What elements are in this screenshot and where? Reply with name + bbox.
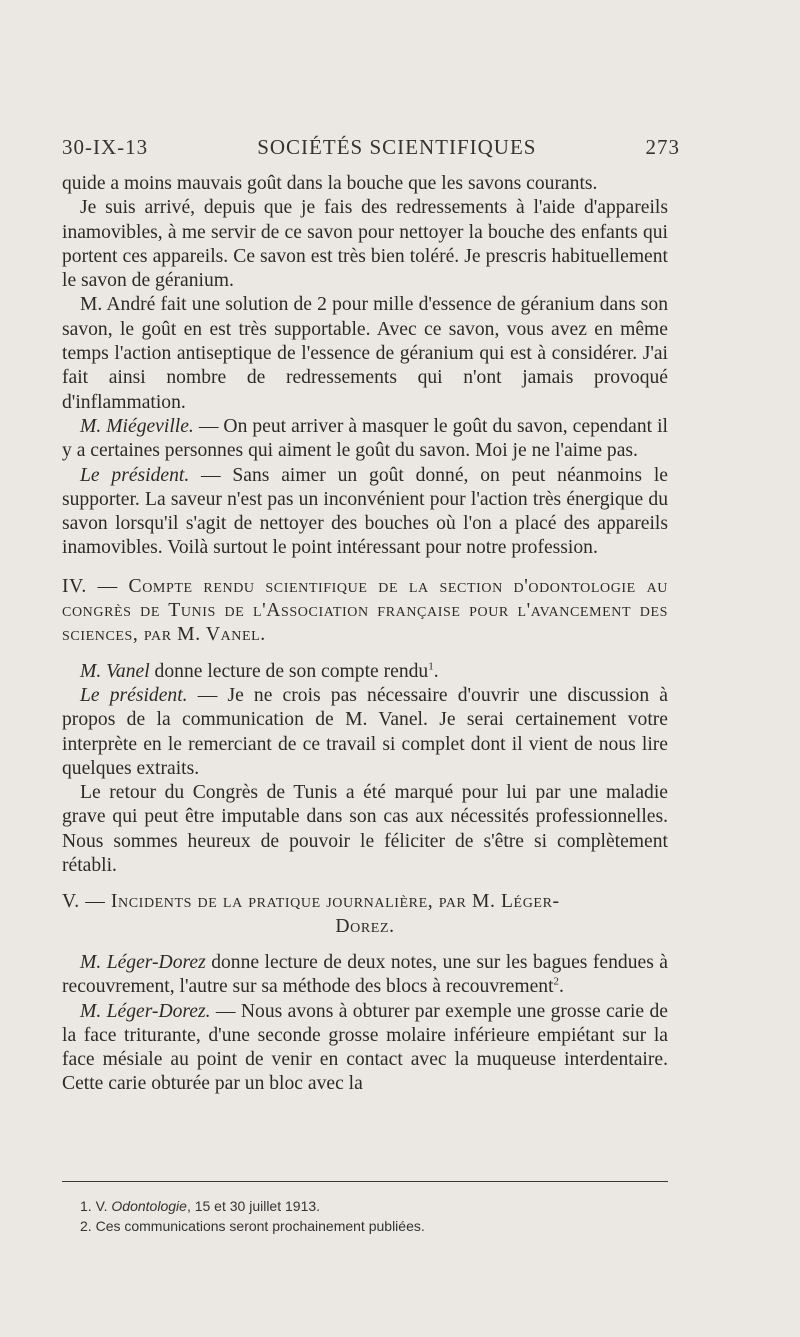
speaker-president: Le président. [80, 684, 188, 706]
paragraph-9-end: . [559, 976, 564, 998]
paragraph-2: Je suis arrivé, depuis que je fais des redressements à l'aide d'appareils inamovibles, à me servir de ce savon pour nettoyer la bouche des enfants qui portent ces appareils. Ce savon est très bien toléré. Je prescris habituellement le savon de géranium. [62, 197, 668, 292]
paragraph-4-text: — On peut arriver à masquer le goût du savon, cependant il y a certaines personnes qui aiment le goût du savon. Moi je ne l'aime pas. [62, 415, 668, 462]
speaker-leger-dorez: M. Léger-Dorez. [80, 1000, 211, 1022]
speaker-president: Le président. [80, 464, 190, 486]
paragraph-10-text: — Nous avons à obturer par exemple une grosse carie de la face triturante, d'une seconde grosse molaire inférieure empiétant sur la face mésiale au point de venir en contact avec la muqueuse interdentaire. Cette carie obturée par un bloc avec la [62, 1000, 668, 1095]
paragraph-6-end: . [433, 660, 439, 682]
paragraph-7 [62, 684, 668, 781]
section-v-line-2: Dorez. [335, 915, 395, 937]
footnote-1-number: 1. [80, 1198, 92, 1214]
footnote-2 [80, 1216, 660, 1236]
footnote-1-text: , 15 et 30 juillet 1913. [186, 1198, 321, 1214]
paragraph-4 [62, 415, 668, 464]
paragraph-7-text: — Je ne crois pas nécessaire d'ouvrir une discussion à propos de la communication de M. Vanel. Je serai certainement votre interprète en le remerciant de ce travail si complet dont il vient de nous lire quelques extraits. [62, 684, 668, 779]
section-v-line-1: V. — Incidents de la pratique journalière, par M. Léger- [62, 891, 560, 913]
footnote-divider [62, 1181, 668, 1182]
paragraph-6-text: donne lecture de son compte rendu [149, 660, 429, 682]
footnote-1-title: Odontologie [111, 1198, 187, 1214]
speaker-leger-dorez: M. Léger-Dorez [80, 951, 206, 973]
speaker-miegeville: M. Miégeville. [80, 415, 194, 437]
section-heading-iv: IV. — Compte rendu scientifique de la section d'odontologie au congrès de Tunis de l'Association française pour l'avancement des sciences, par M. Vanel. [62, 575, 668, 646]
header-date: 30-IX-13 [62, 135, 149, 159]
paragraph-1: quide a moins mauvais goût dans la bouche que les savons courants. [62, 173, 598, 194]
footnote-1 [80, 1196, 660, 1216]
running-header [62, 135, 680, 160]
paragraph-9 [62, 951, 668, 1000]
footnote-1-prefix: V. [91, 1198, 112, 1214]
footnote-ref-1: 1 [428, 660, 434, 673]
paragraph-8: Le retour du Congrès de Tunis a été marqué pour lui par une maladie grave qui peut être imputable dans son cas aux nécessités professionnelles. Nous sommes heureux de pouvoir le féliciter de s'être si complètement rétabli. [62, 782, 668, 877]
speaker-vanel: M. Vanel [80, 660, 150, 682]
footnote-ref-2: 2 [553, 975, 560, 988]
paragraph-10 [62, 1000, 668, 1097]
footnote-2-text: Ces communications seront prochainement publiées. [91, 1218, 425, 1234]
paragraph-5-text: — Sans aimer un goût donné, on peut néanmoins le supporter. La saveur n'est pas un inconvénient pour l'action très énergique du savon lorsqu'il s'agit de nettoyer des bouches où l'on a placé des appareils inamovibles. Voilà surtout le point intéressant pour notre profession. [62, 464, 668, 559]
paragraph-6 [62, 660, 668, 684]
footnote-2-number: 2. [80, 1218, 92, 1234]
paragraph-9-text: donne lecture de deux notes, une sur les bagues fendues à recouvrement, l'autre sur sa méthode des blocs à recouvrement [62, 951, 668, 998]
paragraph-3: M. André fait une solution de 2 pour mille d'essence de géranium dans son savon, le goût en est très supportable. Avec ce savon, vous avez en même temps l'action antiseptique de l'essence de géranium qui est à considérer. J'ai fait ainsi nombre de redressements qui n'ont jamais provoqué d'inflammation. [62, 294, 668, 413]
paragraph-5 [62, 464, 668, 561]
header-title: SOCIÉTÉS SCIENTIFIQUES [257, 135, 537, 159]
header-page-number: 273 [645, 135, 680, 159]
section-heading-v [62, 890, 668, 939]
footnotes [80, 1196, 660, 1236]
body-text [62, 172, 668, 1097]
